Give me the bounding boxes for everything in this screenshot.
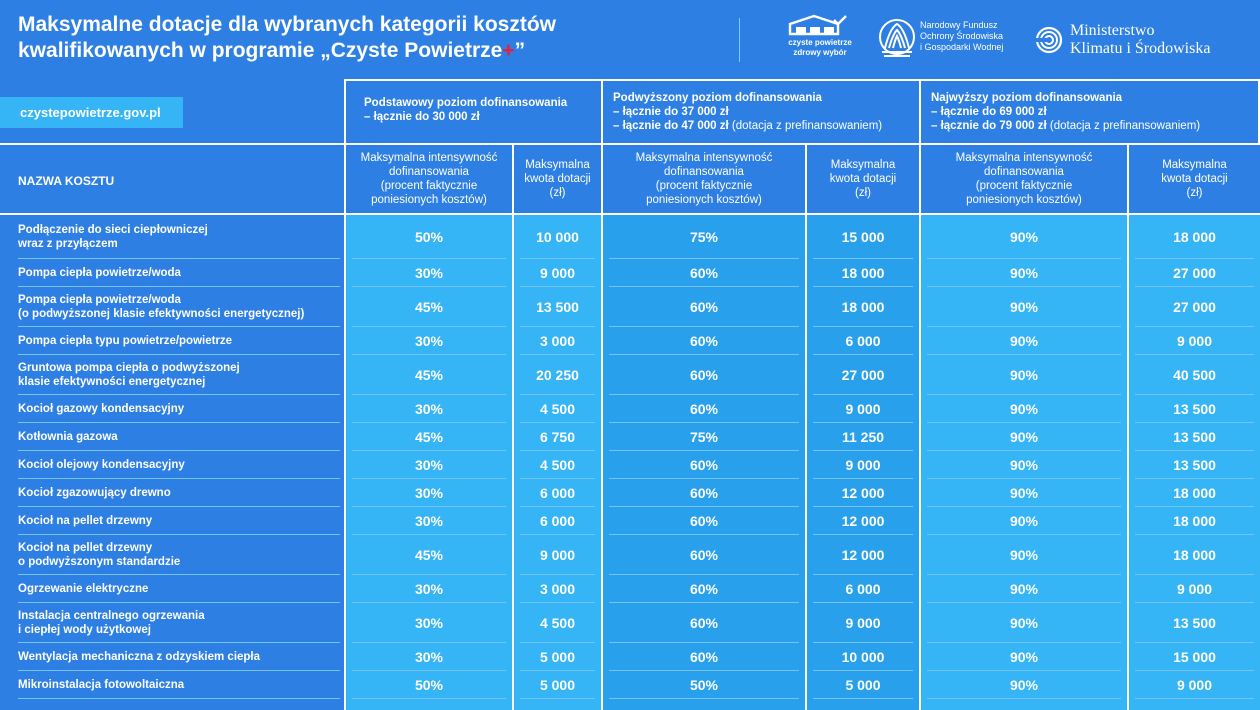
title-line-2 <box>18 38 718 64</box>
level-increased-total: – łącznie do 37 000 zł <box>613 106 729 118</box>
intensity-increased-cell: 75% <box>689 429 719 445</box>
intensity-increased-cell: 60% <box>689 401 719 417</box>
nfosigw-line-3: i Gospodarki Wodnej <box>920 42 1004 52</box>
table-row <box>0 215 1260 259</box>
amount-highest-cell: 18 000 <box>1173 229 1216 245</box>
cost-name <box>18 451 338 479</box>
nfosigw-line-1: Narodowy Fundusz <box>920 20 998 30</box>
table-row <box>0 603 1260 643</box>
amount-basic-cell: 5 000 <box>539 677 576 693</box>
amount-increased-cell: 12 000 <box>841 513 885 529</box>
cost-name <box>18 671 338 699</box>
amount-basic-cell: 9 000 <box>539 547 576 563</box>
czyste-powietrze-logo <box>784 14 856 64</box>
intensity-increased-cell: 60% <box>689 457 719 473</box>
level-increased-prefin <box>613 119 882 133</box>
cost-name <box>18 355 338 395</box>
cost-name-line-1: Kotłownia gazowa <box>18 431 118 443</box>
table-row <box>0 479 1260 507</box>
cost-name <box>18 327 338 355</box>
intensity-highest-cell: 90% <box>1009 299 1039 315</box>
cost-name <box>18 423 338 451</box>
intensity-highest-cell: 90% <box>1009 547 1039 563</box>
intensity-increased-cell: 60% <box>689 513 719 529</box>
title-line-1: Maksymalne dotacje dla wybranych kategorii kosztów <box>18 13 557 36</box>
intensity-increased-cell: 60% <box>689 299 719 315</box>
cost-name-line-1: Podłączenie do sieci ciepłowniczej <box>18 224 208 236</box>
table-row <box>0 395 1260 423</box>
amount-basic-cell: 20 250 <box>536 367 579 383</box>
amount-increased-cell: 10 000 <box>841 649 885 665</box>
level-increased-prefin-note: (dotacja z prefinansowaniem) <box>728 120 883 132</box>
intensity-highest-cell: 90% <box>1009 649 1039 665</box>
amount-highest-cell: 18 000 <box>1173 485 1216 501</box>
amount-highest-cell: 18 000 <box>1173 547 1216 563</box>
amount-highest-cell: 9 000 <box>1176 677 1213 693</box>
level-increased-prefin-amount: – łącznie do 47 000 zł <box>613 120 729 132</box>
intensity-highest-cell: 90% <box>1009 229 1039 245</box>
intensity-basic-cell: 30% <box>414 333 444 349</box>
intensity-highest-cell: 90% <box>1009 457 1039 473</box>
cost-name <box>18 215 338 259</box>
row-separator <box>609 698 799 699</box>
intensity-header-line: poniesionych kosztów) <box>371 194 487 206</box>
amount-increased-cell: 27 000 <box>841 367 885 383</box>
intensity-increased-cell: 60% <box>689 265 719 281</box>
amount-header-line: (zł) <box>549 187 566 199</box>
intensity-increased-cell: 75% <box>689 229 719 245</box>
intensity-increased-cell: 60% <box>689 333 719 349</box>
level-highest-header <box>919 79 1260 143</box>
nfosigw-logo-text <box>920 20 1020 53</box>
amount-increased-cell: 6 000 <box>845 581 881 597</box>
intensity-increased-cell: 60% <box>689 581 719 597</box>
amount-increased-cell: 6 000 <box>845 333 881 349</box>
cost-name <box>18 603 338 643</box>
amount-highest-cell: 13 500 <box>1173 457 1216 473</box>
level-basic-title: Podstawowy poziom dofinansowania <box>364 97 568 109</box>
cost-name <box>18 575 338 603</box>
intensity-basic-cell: 30% <box>414 485 444 501</box>
cost-name-line-2: i ciepłej wody użytkowej <box>18 624 151 636</box>
level-increased-text <box>613 91 882 133</box>
amount-highest-cell: 13 500 <box>1173 615 1216 631</box>
table-row <box>0 287 1260 327</box>
row-separator <box>520 698 595 699</box>
cost-name-line-1: Kocioł olejowy kondensacyjny <box>18 459 185 471</box>
amount-highest-cell: 18 000 <box>1173 513 1216 529</box>
intensity-increased-cell: 60% <box>689 367 719 383</box>
amount-increased-cell: 18 000 <box>841 265 885 281</box>
amount-basic-cell: 4 500 <box>539 401 576 417</box>
amount-increased-cell: 12 000 <box>841 547 885 563</box>
amount-header-line: Maksymalna <box>525 159 590 171</box>
table-row <box>0 451 1260 479</box>
amount-header-line: kwota dotacji <box>524 173 591 185</box>
amount-highest-cell: 15 000 <box>1173 649 1216 665</box>
czyste-logo-line-2: zdrowy wybór <box>793 48 847 57</box>
intensity-basic-cell: 30% <box>414 649 444 665</box>
cost-name <box>18 395 338 423</box>
intensity-increased-cell: 60% <box>689 649 719 665</box>
intensity-highest-cell: 90% <box>1009 333 1039 349</box>
table-row <box>0 355 1260 395</box>
level-highest-prefin-note: (dotacja z prefinansowaniem) <box>1046 120 1201 132</box>
cost-name-line-1: Wentylacja mechaniczna z odzyskiem ciepła <box>18 651 261 663</box>
intensity-highest-cell: 90% <box>1009 485 1039 501</box>
table-row <box>0 507 1260 535</box>
cost-name-line-2: o podwyższonym standardzie <box>18 556 181 568</box>
intensity-basic-cell: 45% <box>414 299 444 315</box>
intensity-increased-cell: 50% <box>689 677 719 693</box>
level-highest-total: – łącznie do 69 000 zł <box>931 106 1047 118</box>
amount-header-line: kwota dotacji <box>1161 173 1228 185</box>
amount-basic-cell: 6 000 <box>539 513 576 529</box>
amount-header-line: Maksymalna <box>1162 159 1227 171</box>
intensity-header-line: Maksymalna intensywność <box>955 152 1093 164</box>
header-divider <box>739 18 740 62</box>
column-header-intensity-highest <box>921 145 1127 213</box>
column-header-amount-highest <box>1129 145 1260 213</box>
table-row <box>0 327 1260 355</box>
intensity-header-line: poniesionych kosztów) <box>966 194 1082 206</box>
level-highest-prefin <box>931 119 1200 133</box>
level-highest-text <box>931 91 1200 133</box>
title-line-2-text: kwalifikowanych w programie „Czyste Powietrze <box>18 39 503 62</box>
intensity-highest-cell: 90% <box>1009 677 1039 693</box>
cost-name-line-1: Pompa ciepła typu powietrze/powietrze <box>18 335 233 347</box>
amount-highest-cell: 27 000 <box>1173 265 1216 281</box>
intensity-highest-cell: 90% <box>1009 615 1039 631</box>
amount-highest-cell: 13 500 <box>1173 401 1216 417</box>
amount-basic-cell: 3 000 <box>539 581 576 597</box>
intensity-highest-cell: 90% <box>1009 581 1039 597</box>
ministerstwo-line-1: Ministerstwo <box>1070 22 1155 39</box>
cost-name-line-1: Kocioł na pellet drzewny <box>18 542 153 554</box>
cost-name <box>18 643 338 671</box>
amount-highest-cell: 13 500 <box>1173 429 1216 445</box>
intensity-basic-cell: 50% <box>414 677 444 693</box>
intensity-highest-cell: 90% <box>1009 429 1039 445</box>
amount-basic-cell: 3 000 <box>539 333 576 349</box>
intensity-header-line: Maksymalna intensywność <box>360 152 498 164</box>
amount-header-line: (zł) <box>1186 187 1203 199</box>
ministerstwo-emblem-icon <box>1034 24 1062 56</box>
row-separator <box>813 698 913 699</box>
cost-name-line-1: Kocioł na pellet drzewny <box>18 515 153 527</box>
cost-name-line-1: Mikroinstalacja fotowoltaiczna <box>18 679 185 691</box>
intensity-basic-cell: 50% <box>414 229 444 245</box>
amount-increased-cell: 12 000 <box>841 485 885 501</box>
row-separator <box>352 698 506 699</box>
cost-name-line-1: Instalacja centralnego ogrzewania <box>18 610 205 622</box>
intensity-header-line: dofinansowania <box>664 166 744 178</box>
level-basic-total: – łącznie do 30 000 zł <box>364 111 480 123</box>
level-basic-text <box>364 96 567 124</box>
cost-name-line-1: Gruntowa pompa ciepła o podwyższonej <box>18 362 240 374</box>
intensity-basic-cell: 30% <box>414 581 444 597</box>
intensity-basic-cell: 45% <box>414 429 444 445</box>
intensity-header-line: dofinansowania <box>389 166 469 178</box>
intensity-header-line: dofinansowania <box>984 166 1064 178</box>
intensity-increased-cell: 60% <box>689 547 719 563</box>
table-row <box>0 671 1260 699</box>
cost-name-line-2: wraz z przyłączem <box>18 238 118 250</box>
intensity-basic-cell: 30% <box>414 401 444 417</box>
title-plus: + <box>502 39 515 62</box>
nfosigw-line-2: Ochrony Środowiska <box>920 31 1004 41</box>
title-quote: ” <box>514 39 526 62</box>
level-increased-header <box>601 79 921 143</box>
cost-name <box>18 479 338 507</box>
table-row <box>0 535 1260 575</box>
amount-header-line: kwota dotacji <box>829 173 897 185</box>
cost-name-line-2: (o podwyższonej klasie efektywności energetycznej) <box>18 308 305 320</box>
amount-basic-cell: 4 500 <box>539 615 576 631</box>
amount-basic-cell: 4 500 <box>539 457 576 473</box>
level-basic-header <box>344 79 603 143</box>
house-icon <box>788 14 852 36</box>
row-separator <box>927 698 1121 699</box>
column-header-name: NAZWA KOSZTU <box>18 174 115 188</box>
level-highest-prefin-amount: – łącznie do 79 000 zł <box>931 120 1047 132</box>
row-separator <box>1135 698 1254 699</box>
intensity-header-line: Maksymalna intensywność <box>635 152 773 164</box>
table-row <box>0 643 1260 671</box>
intensity-basic-cell: 30% <box>414 615 444 631</box>
intensity-basic-cell: 30% <box>414 265 444 281</box>
table-row <box>0 259 1260 287</box>
amount-basic-cell: 6 000 <box>539 485 576 501</box>
intensity-basic-cell: 45% <box>414 367 444 383</box>
intensity-header-line: (procent faktycznie <box>975 180 1073 192</box>
amount-increased-cell: 18 000 <box>841 299 885 315</box>
cost-name-line-1: Kocioł gazowy kondensacyjny <box>18 403 185 415</box>
cost-name <box>18 259 338 287</box>
amount-header-line: Maksymalna <box>830 159 896 171</box>
intensity-header-line: (procent faktycznie <box>655 180 753 192</box>
table-row <box>0 575 1260 603</box>
column-header-intensity-basic <box>346 145 512 213</box>
amount-basic-cell: 9 000 <box>539 265 576 281</box>
amount-increased-cell: 11 250 <box>841 429 885 445</box>
cost-name <box>18 287 338 327</box>
ministerstwo-logo <box>1034 22 1244 62</box>
ministerstwo-logo-text <box>1070 22 1210 58</box>
amount-increased-cell: 9 000 <box>845 401 881 417</box>
page-title <box>18 12 718 64</box>
table-row <box>0 423 1260 451</box>
cost-name <box>18 507 338 535</box>
intensity-increased-cell: 60% <box>689 615 719 631</box>
amount-basic-cell: 10 000 <box>536 229 579 245</box>
row-separator <box>18 698 340 699</box>
intensity-highest-cell: 90% <box>1009 401 1039 417</box>
level-increased-title: Podwyższony poziom dofinansowania <box>613 92 822 104</box>
intensity-basic-cell: 30% <box>414 513 444 529</box>
intensity-increased-cell: 60% <box>689 485 719 501</box>
cost-name <box>18 535 338 575</box>
column-header-amount-increased <box>807 145 919 213</box>
amount-increased-cell: 15 000 <box>841 229 885 245</box>
intensity-basic-cell: 30% <box>414 457 444 473</box>
website-link[interactable]: czystepowietrze.gov.pl <box>0 97 183 128</box>
intensity-header-line: (procent faktycznie <box>380 180 478 192</box>
intensity-header-line: poniesionych kosztów) <box>646 194 762 206</box>
amount-basic-cell: 6 750 <box>539 429 576 445</box>
intensity-highest-cell: 90% <box>1009 367 1039 383</box>
cost-name-line-1: Ogrzewanie elektryczne <box>18 583 149 595</box>
amount-highest-cell: 9 000 <box>1176 333 1213 349</box>
amount-basic-cell: 5 000 <box>539 649 576 665</box>
amount-increased-cell: 9 000 <box>845 615 881 631</box>
nfosigw-emblem-icon <box>878 18 916 60</box>
amount-highest-cell: 9 000 <box>1176 581 1213 597</box>
cost-name-line-1: Pompa ciepła powietrze/woda <box>18 267 181 279</box>
cost-name-line-1: Kocioł zgazowujący drewno <box>18 487 171 499</box>
amount-highest-cell: 40 500 <box>1173 367 1216 383</box>
amount-highest-cell: 27 000 <box>1173 299 1216 315</box>
column-header-intensity-increased <box>603 145 805 213</box>
amount-increased-cell: 5 000 <box>845 677 881 693</box>
level-highest-title: Najwyższy poziom dofinansowania <box>931 92 1123 104</box>
czyste-logo-line-1: czyste powietrze <box>788 38 852 47</box>
nfosigw-logo <box>878 18 1018 62</box>
amount-header-line: (zł) <box>855 187 871 199</box>
ministerstwo-line-2: Klimatu i Środowiska <box>1070 40 1211 57</box>
intensity-highest-cell: 90% <box>1009 265 1039 281</box>
column-header-amount-basic <box>514 145 601 213</box>
amount-basic-cell: 13 500 <box>536 299 579 315</box>
amount-increased-cell: 9 000 <box>845 457 881 473</box>
cost-name-line-2: klasie efektywności energetycznej <box>18 376 206 388</box>
cost-name-line-1: Pompa ciepła powietrze/woda <box>18 294 181 306</box>
intensity-highest-cell: 90% <box>1009 513 1039 529</box>
intensity-basic-cell: 45% <box>414 547 444 563</box>
